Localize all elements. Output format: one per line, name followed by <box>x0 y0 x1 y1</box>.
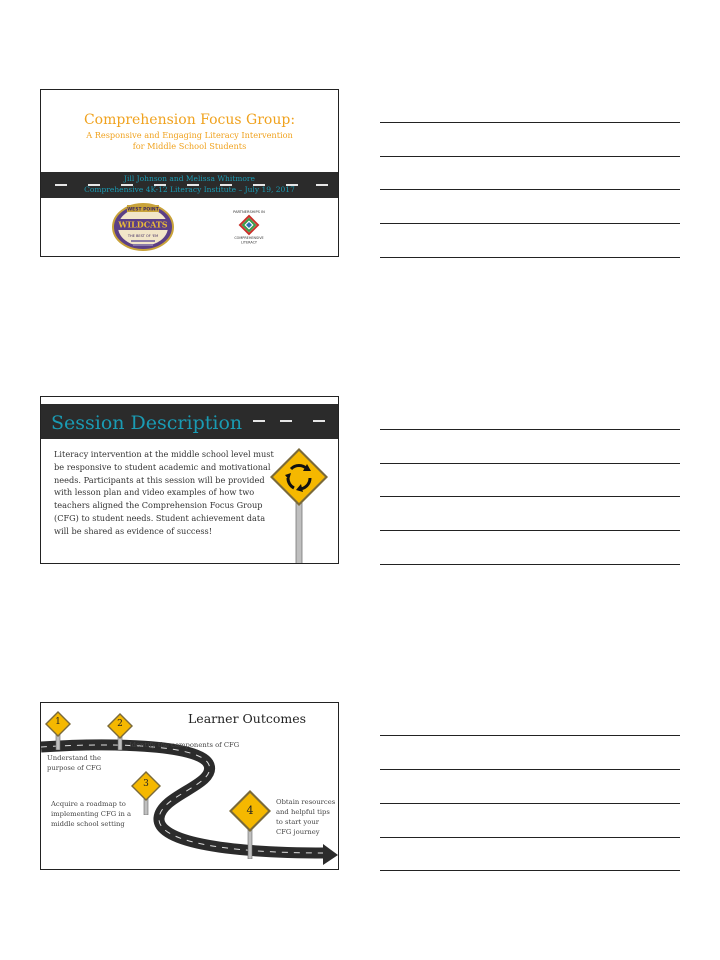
slide-title: Comprehension Focus Group: <box>83 112 296 128</box>
step-number: 2 <box>117 719 123 729</box>
slide-title: Learner Outcomes <box>188 711 307 726</box>
slide-2 <box>40 396 339 564</box>
notes-line <box>380 429 680 430</box>
notes-line <box>380 496 680 497</box>
diamond-sign-icon <box>228 789 272 859</box>
notes-line <box>380 122 680 123</box>
slide-title: Session Description <box>51 412 243 434</box>
roundabout-sign-icon <box>269 447 329 564</box>
wildcats-badge-icon <box>109 202 177 252</box>
notes-line <box>380 803 680 804</box>
step-number: 4 <box>246 804 254 817</box>
outcome-4: Obtain resources and helpful tips to start your CFG journey <box>276 798 336 836</box>
notes-line <box>380 837 680 838</box>
event-info: Comprehensive 4K-12 Literacy Institute – July 19, 2017 <box>84 185 295 194</box>
subtitle-line: A Responsive and Engaging Literacy Intervention <box>86 130 293 140</box>
winding-road-icon <box>41 703 339 870</box>
svg-text:WILDCATS: WILDCATS <box>118 219 168 230</box>
slide-3 <box>40 702 339 870</box>
road-header <box>41 404 338 439</box>
notes-line <box>380 870 680 871</box>
notes-line <box>380 223 680 224</box>
school-logo <box>109 202 177 252</box>
subtitle-line: for Middle School Students <box>132 141 247 151</box>
partnerships-logo <box>224 208 274 248</box>
outcome-3: Acquire a roadmap to implementing CFG in a middle school setting <box>51 800 132 828</box>
svg-text:THE BEST OF 'EM: THE BEST OF 'EM <box>127 234 159 238</box>
svg-text:COMPREHENSIVE: COMPREHENSIVE <box>234 236 264 240</box>
step-sign-4 <box>228 789 272 859</box>
notes-line <box>380 769 680 770</box>
svg-text:LITERACY: LITERACY <box>241 240 257 245</box>
slide-subtitle <box>41 130 338 152</box>
outcome-1: Understand the purpose of CFG <box>47 754 102 772</box>
notes-line <box>380 189 680 190</box>
pcl-logo-icon <box>224 208 274 248</box>
notes-line <box>380 463 680 464</box>
notes-line <box>380 564 680 565</box>
step-number: 3 <box>143 779 149 789</box>
authors: Jill Johnson and Melissa Whitmore <box>124 174 255 183</box>
notes-line <box>380 530 680 531</box>
roundabout-sign <box>269 447 329 564</box>
notes-line <box>380 735 680 736</box>
slide-1 <box>40 89 339 257</box>
outcome-2: Identify the components of CFG <box>129 741 240 749</box>
svg-text:WEST POINT: WEST POINT <box>127 207 159 213</box>
notes-line <box>380 156 680 157</box>
step-number: 1 <box>55 717 61 727</box>
session-description: Literacy intervention at the middle school level must be responsive to student academic and motivational needs. Participants at this session will be provided with lesson plan and video examples of how two teachers aligned the Comprehension Focus Group (CFG) to student needs. Student achievement data will be shared as evidence of success! <box>54 449 274 536</box>
diamond-sign-icon <box>43 710 73 750</box>
step-sign-1 <box>43 710 73 750</box>
notes-line <box>380 257 680 258</box>
svg-text:PARTNERSHIPS IN: PARTNERSHIPS IN <box>233 210 265 214</box>
authors-block <box>41 173 338 195</box>
